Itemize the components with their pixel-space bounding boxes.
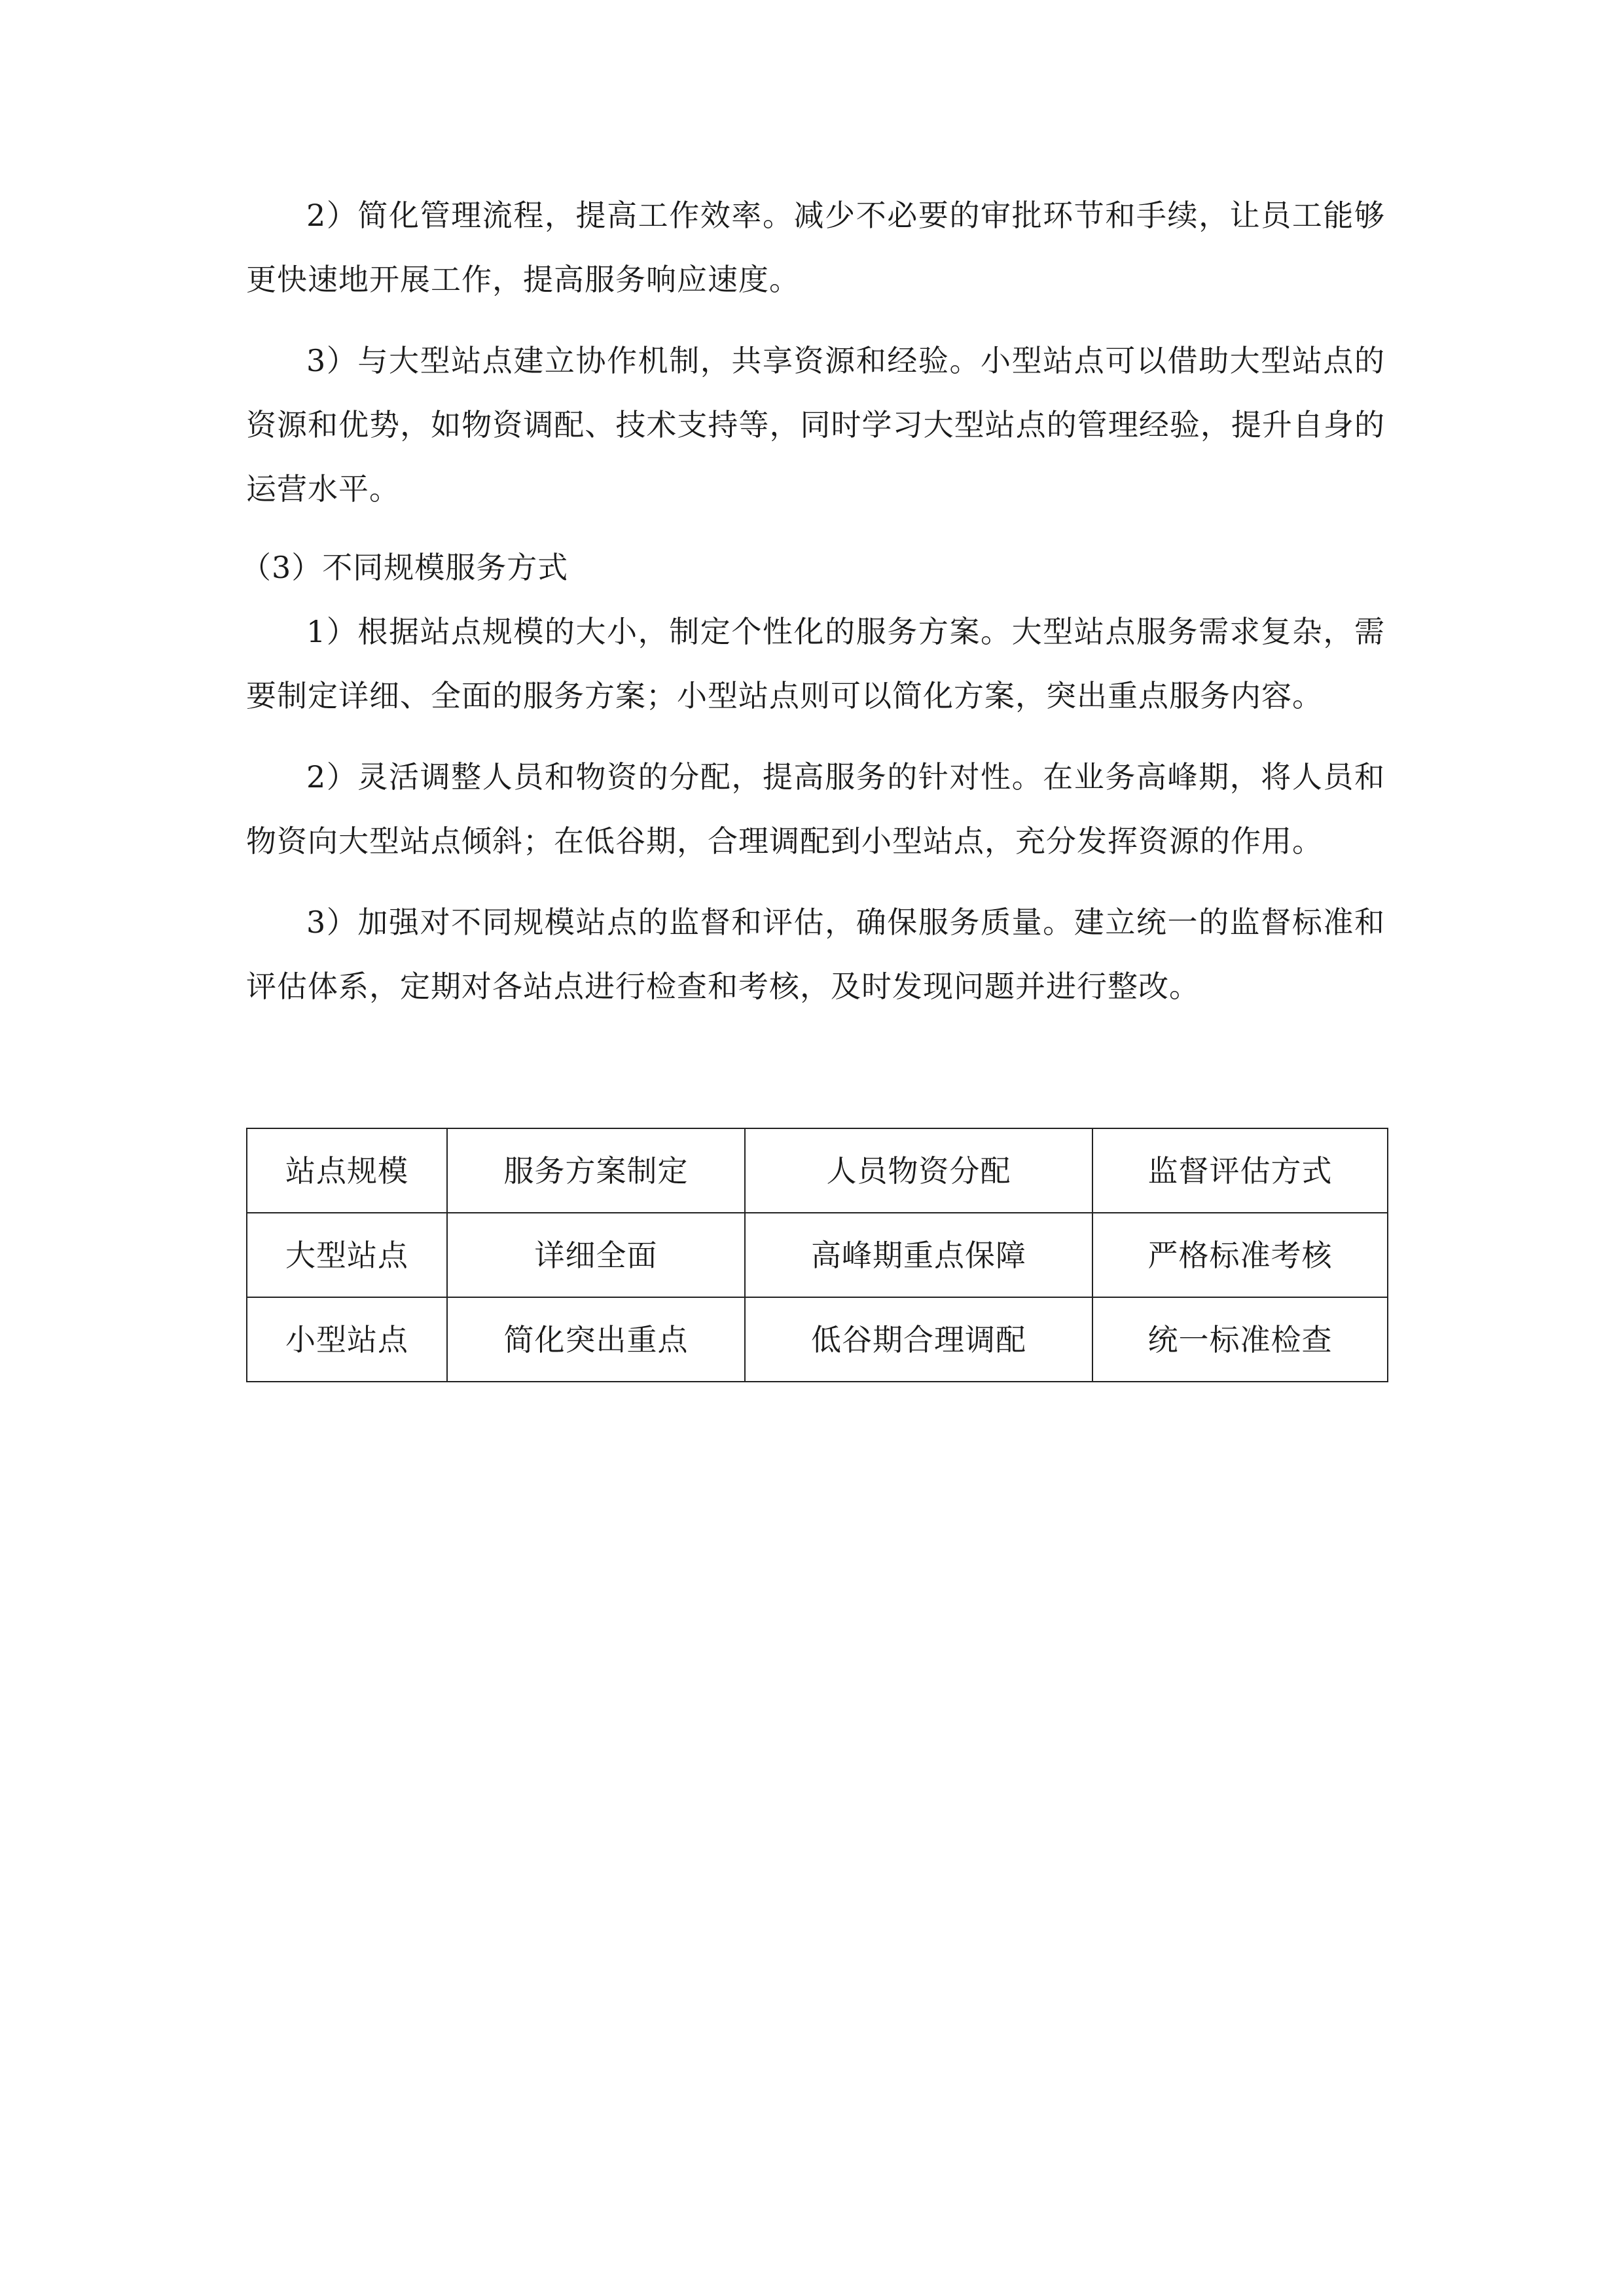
table-cell: 简化突出重点 bbox=[447, 1297, 745, 1382]
paragraph-collaboration: 3）与大型站点建立协作机制，共享资源和经验。小型站点可以借助大型站点的资源和优势，如物资调配、技术支持等，同时学习大型站点的管理经验，提升自身的运营水平。 bbox=[246, 343, 1385, 507]
paragraph-supervision: 3）加强对不同规模站点的监督和评估，确保服务质量。建立统一的监督标准和评估体系，定期对各站点进行检查和考核，及时发现问题并进行整改。 bbox=[246, 905, 1385, 1004]
paragraph-simplify-process: 2）简化管理流程，提高工作效率。减少不必要的审批环节和手续，让员工能够更快速地开展工作，提高服务响应速度。 bbox=[246, 198, 1385, 297]
table-header-cell: 站点规模 bbox=[247, 1128, 447, 1213]
table-cell: 高峰期重点保障 bbox=[745, 1213, 1092, 1297]
table-cell: 统一标准检查 bbox=[1092, 1297, 1388, 1382]
site-scale-table bbox=[246, 1128, 1388, 1382]
table-cell: 小型站点 bbox=[247, 1297, 447, 1382]
table-cell: 低谷期合理调配 bbox=[745, 1297, 1092, 1382]
table-cell: 严格标准考核 bbox=[1092, 1213, 1388, 1297]
table-header-cell: 服务方案制定 bbox=[447, 1128, 745, 1213]
document-body bbox=[241, 183, 1385, 1018]
table-header-row bbox=[247, 1128, 1388, 1213]
table-cell: 大型站点 bbox=[247, 1213, 447, 1297]
paragraph-service-plan: 1）根据站点规模的大小，制定个性化的服务方案。大型站点服务需求复杂，需要制定详细、全面的服务方案；小型站点则可以简化方案，突出重点服务内容。 bbox=[246, 614, 1385, 713]
paragraph-resource-allocation: 2）灵活调整人员和物资的分配，提高服务的针对性。在业务高峰期，将人员和物资向大型站点倾斜；在低谷期，合理调配到小型站点，充分发挥资源的作用。 bbox=[246, 759, 1385, 859]
table-cell: 详细全面 bbox=[447, 1213, 745, 1297]
table-header-cell: 监督评估方式 bbox=[1092, 1128, 1388, 1213]
table-header-cell: 人员物资分配 bbox=[745, 1128, 1092, 1213]
table-row bbox=[247, 1213, 1388, 1297]
table-row bbox=[247, 1297, 1388, 1382]
section-heading: （3）不同规模服务方式 bbox=[241, 550, 569, 585]
